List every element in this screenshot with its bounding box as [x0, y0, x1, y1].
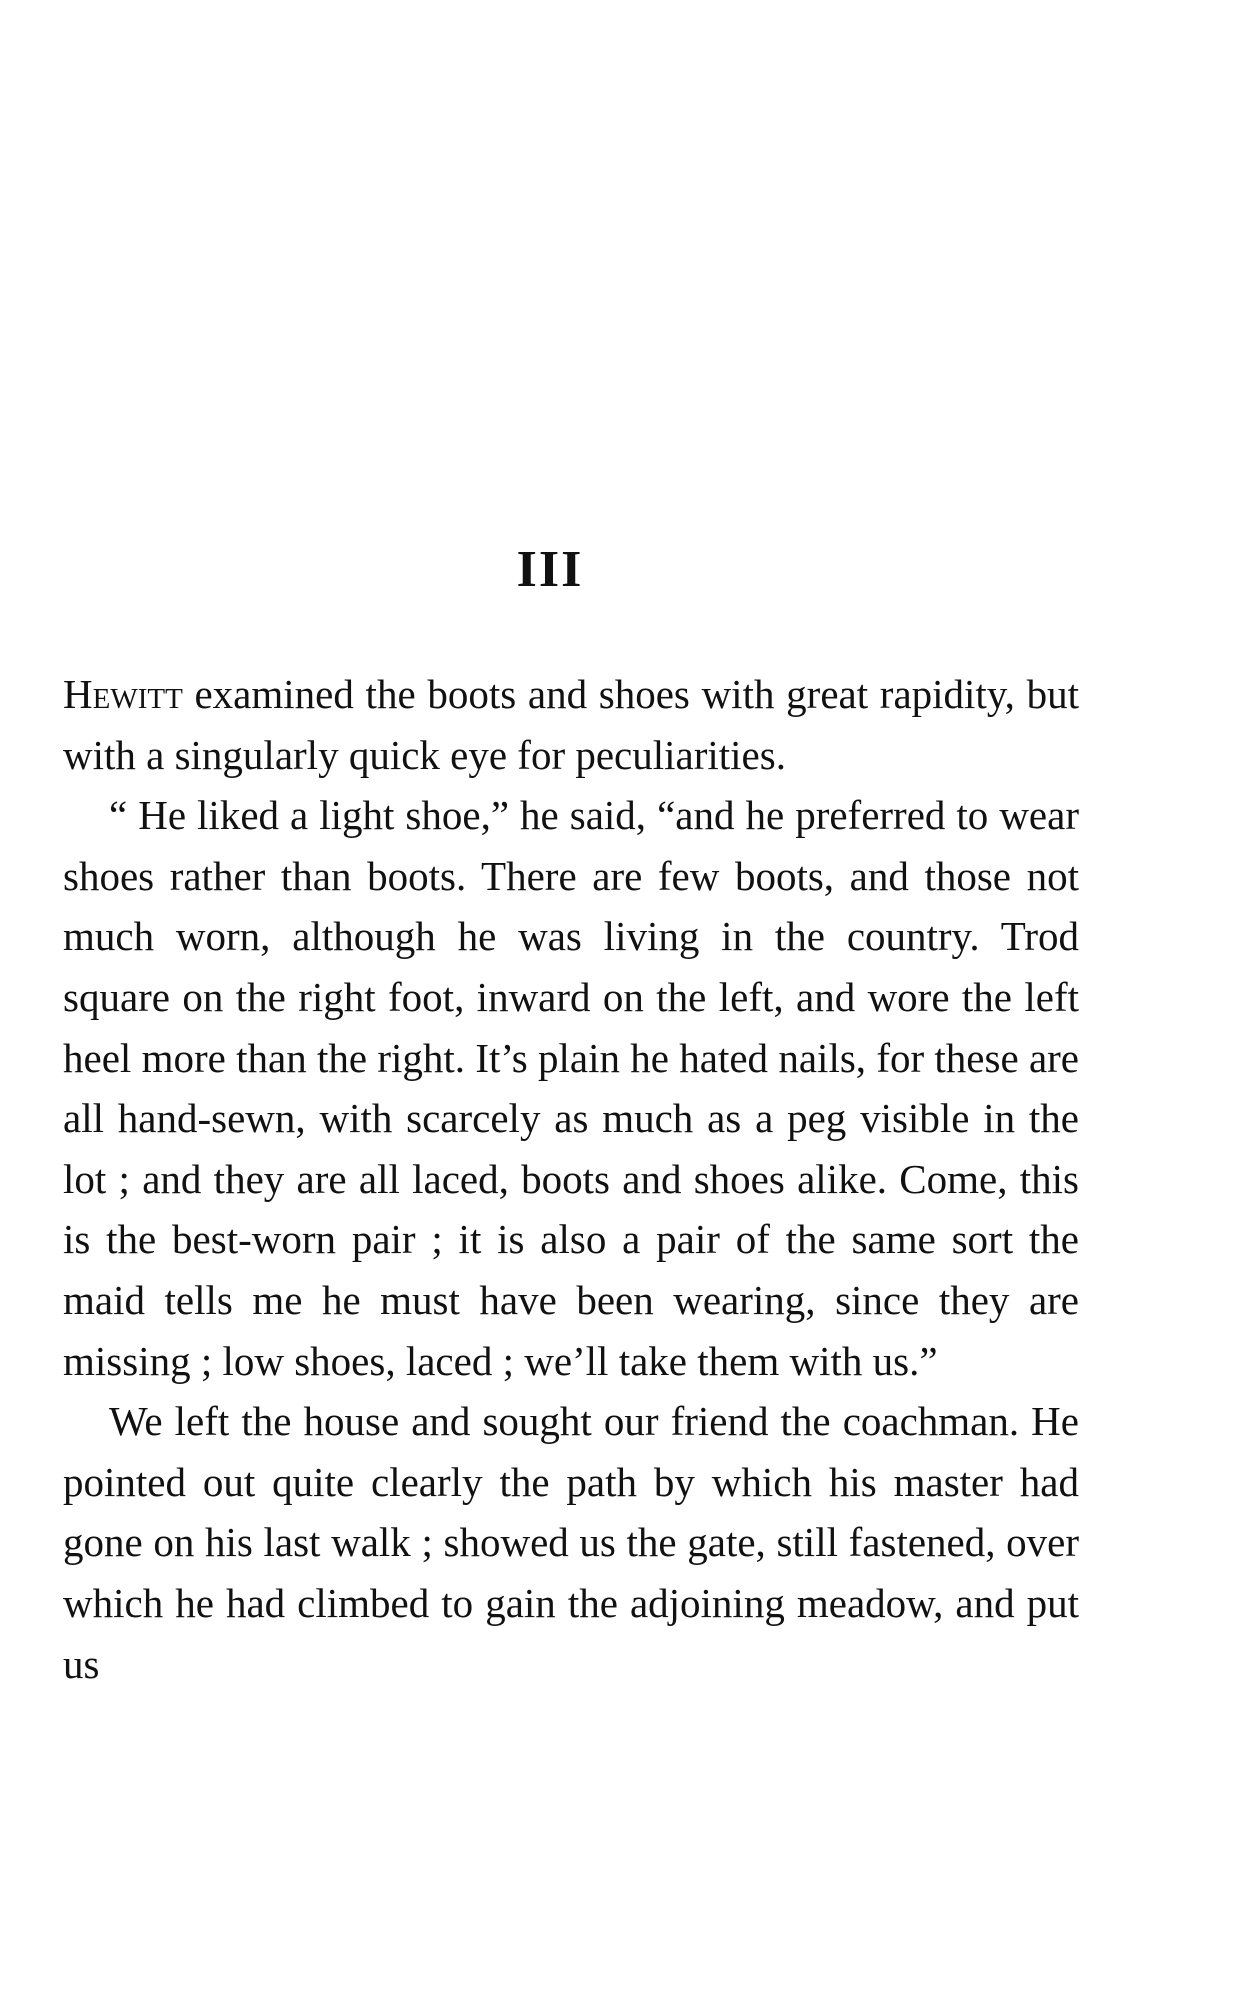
paragraph-3: We left the house and sought our friend the coachman. He pointed out quite clearly the path by which his master had gone on his last walk ; showed us the gate, still fastened, over which he had climbed to gain the adjoining meadow, and put us: [63, 1398, 1079, 1687]
paragraph-lead-word: Hewitt: [63, 671, 183, 717]
chapter-heading: III: [516, 541, 584, 598]
paragraph-2: “ He liked a light shoe,” he said, “and he preferred to wear shoes rather than boots. There are few boots, and those not much worn, although he was living in the country. Trod square on the right foot, inward on the left, and wore the left heel more than the right. It’s plain he hated nails, for these are all hand-sewn, with scarcely as much as a peg visible in the lot ; and they are all laced, boots and shoes alike. Come, this is the best-worn pair ; it is also a pair of the same sort the maid tells me he must have been wearing, since they are missing ; low shoes, laced ; we’ll take them with us.”: [63, 792, 1079, 1384]
paragraph-1: [63, 664, 1079, 785]
body-text: [63, 664, 1079, 1694]
paragraph-1-text: examined the boots and shoes with great rapidity, but with a singularly quick eye for peculiarities.: [63, 671, 1079, 778]
